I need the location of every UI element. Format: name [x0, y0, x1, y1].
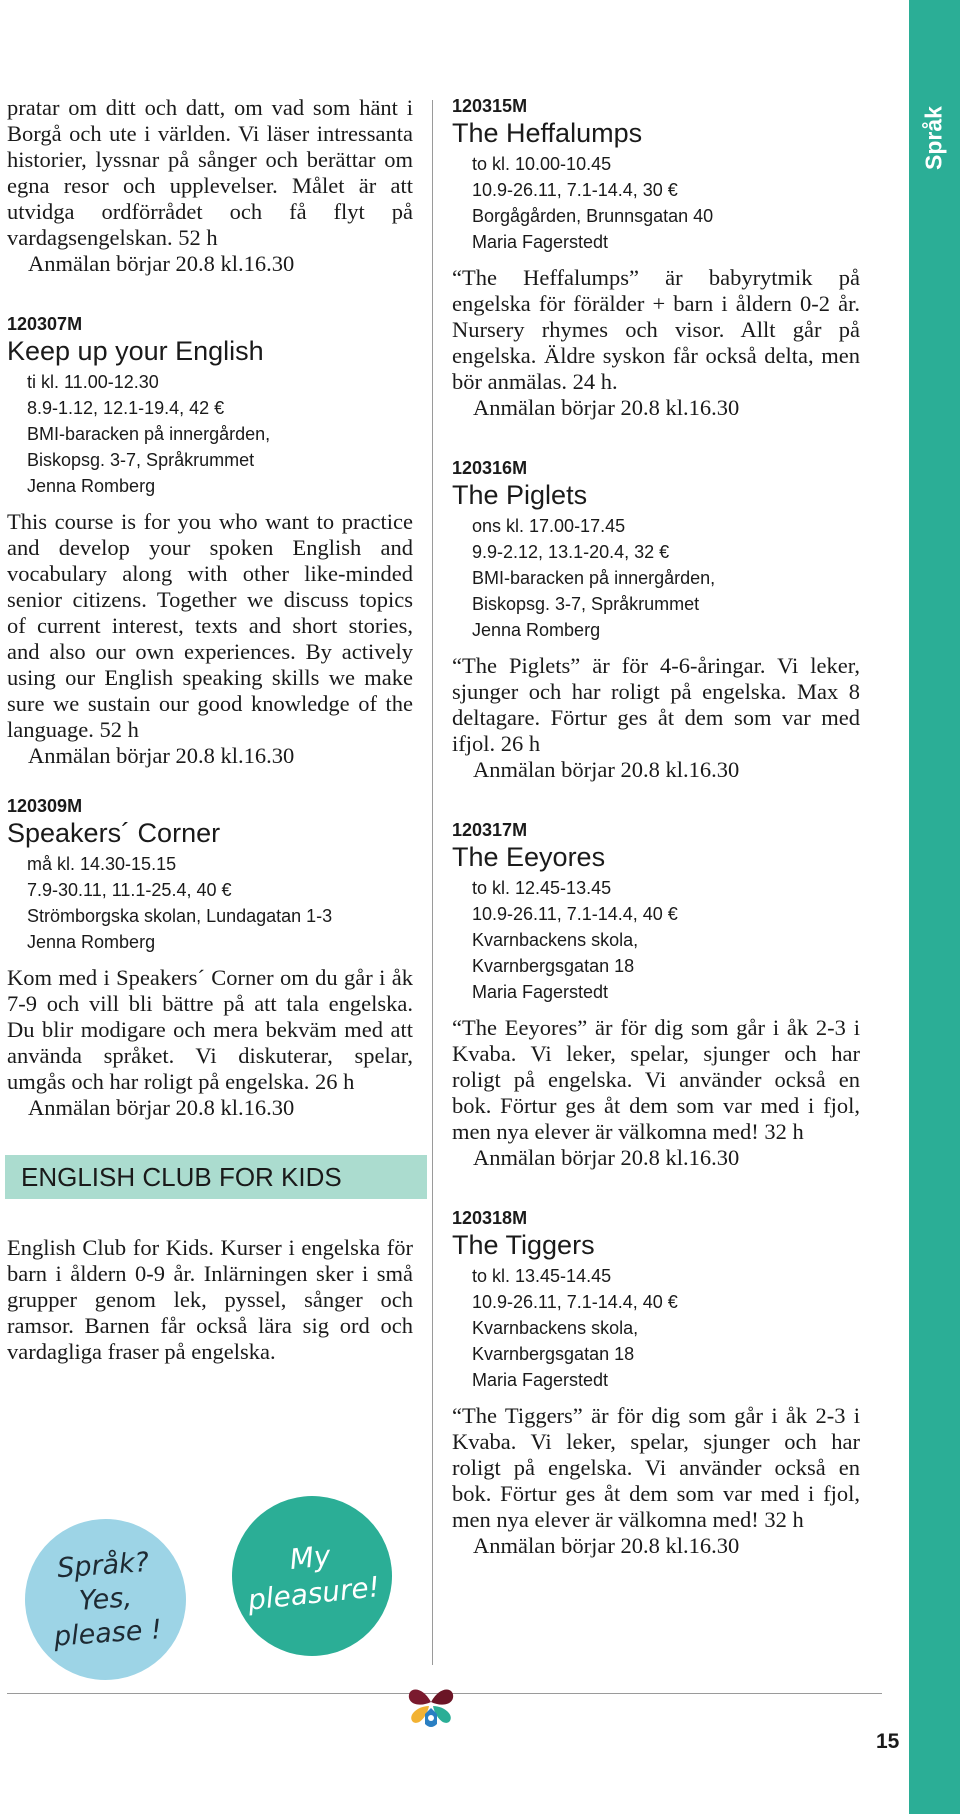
- course-dates-price: 10.9-26.11, 7.1-14.4, 30 €: [472, 180, 678, 200]
- course-room: Biskopsg. 3-7, Språkrummet: [472, 594, 700, 614]
- course-hours: 26 h: [315, 1069, 355, 1094]
- course-description: [452, 1015, 860, 1145]
- course-signup: Anmälan börjar 20.8 kl.16.30: [473, 395, 740, 420]
- course-location: Kvarnbackens skola,: [472, 1318, 639, 1338]
- course-hours: 32 h: [764, 1119, 804, 1144]
- course-title: The Tiggers: [452, 1230, 595, 1260]
- course-teacher: Maria Fagerstedt: [472, 982, 609, 1002]
- page-number: 15: [876, 1730, 900, 1753]
- course-teacher: Maria Fagerstedt: [472, 1370, 609, 1390]
- course-address: Kvarnbergsgatan 18: [472, 1344, 635, 1364]
- side-section-label: Språk: [920, 106, 947, 170]
- course-teacher: Jenna Romberg: [472, 620, 601, 640]
- course-time: må kl. 14.30-15.15: [27, 854, 177, 874]
- intro-text: pratar om ditt och datt, om vad som hänt i Borgå och ute i världen. Vi läser intressanta historier, lyssnar på sånger och berättar om egna resor och upplevelser. Målet är att utvidga ordförrådet och få flyt på vardagsengelskan.: [7, 95, 413, 250]
- course-teacher: Maria Fagerstedt: [472, 232, 609, 252]
- course-teacher: Jenna Romberg: [27, 932, 156, 952]
- course-description: [7, 509, 413, 743]
- course-dates-price: 10.9-26.11, 7.1-14.4, 40 €: [472, 1292, 678, 1312]
- course-dates-price: 8.9-1.12, 12.1-19.4, 42 €: [27, 398, 225, 418]
- section-intro-text: English Club for Kids. Kurser i engelska för barn i åldern 0-9 år. Inlärningen sker i små grupper genom lek, pyssel, sånger och ramsor. Barnen får också lära sig ord och vardagliga fraser på engelska.: [7, 1235, 413, 1364]
- course-hours: 32 h: [764, 1507, 804, 1532]
- course-address: Kvarnbergsgatan 18: [472, 956, 635, 976]
- course-120316m: [452, 457, 860, 783]
- course-details: [7, 851, 413, 955]
- course-time: to kl. 10.00-10.45: [472, 154, 612, 174]
- intro-signup: Anmälan börjar 20.8 kl.16.30: [28, 251, 295, 276]
- course-location: BMI-baracken på innergården,: [27, 424, 271, 444]
- course-location: Kvarnbackens skola,: [472, 930, 639, 950]
- course-location: BMI-baracken på innergården,: [472, 568, 716, 588]
- course-location: Borgågården, Brunnsgatan 40: [472, 206, 714, 226]
- course-time: to kl. 12.45-13.45: [472, 878, 612, 898]
- bubble-line: Yes,: [78, 1581, 133, 1617]
- course-details: [452, 151, 860, 255]
- course-signup: Anmälan börjar 20.8 kl.16.30: [28, 743, 295, 768]
- course-details: [452, 1263, 860, 1393]
- bubble-my-pleasure: [224, 1488, 400, 1664]
- course-code: 120316M: [452, 458, 528, 478]
- course-dates-price: 10.9-26.11, 7.1-14.4, 40 €: [472, 904, 678, 924]
- left-column: [7, 95, 413, 1365]
- course-dates-price: 9.9-2.12, 13.1-20.4, 32 €: [472, 542, 670, 562]
- course-description-text: This course is for you who want to practice and develop your spoken English and vocabulary along with other like-minded senior citizens. Together we discuss topics of current interest, texts and short stories, and also our own experiences. By actively using our English speaking skills we make sure we sustain our good knowledge of the language.: [7, 509, 413, 742]
- course-title: Keep up your English: [7, 336, 264, 366]
- course-description-text: Kom med i Speakers´ Corner om du går i åk 7-9 och vill bli bättre på att tala engelska. Du blir modigare och mera bekväm med att använda språket. Vi diskuterar, spelar, umgås och har roligt på engelska.: [7, 965, 413, 1094]
- intro-hours: 52 h: [178, 225, 218, 250]
- course-time: ons kl. 17.00-17.45: [472, 516, 626, 536]
- course-teacher: Jenna Romberg: [27, 476, 156, 496]
- course-120309m: [7, 795, 413, 1121]
- section-heading: ENGLISH CLUB FOR KIDS: [21, 1161, 342, 1192]
- bubble-sprak-yes-please: [20, 1514, 192, 1686]
- course-hours: 26 h: [500, 731, 541, 756]
- course-120315m: [452, 95, 860, 421]
- side-color-strip: [909, 0, 960, 1814]
- right-column: [452, 95, 860, 1559]
- course-details: [7, 369, 413, 499]
- course-120318m: [452, 1207, 860, 1559]
- course-description-text: “The Piglets” är för 4-6-åringar. Vi leker, sjunger och har roligt på engelska. Max 8 deltagare. Förtur ges åt dem som var med ifjol.: [452, 653, 860, 756]
- bubble-line: pleasure!: [246, 1570, 382, 1617]
- course-hours: 52 h: [99, 717, 139, 742]
- course-description: [452, 1403, 860, 1533]
- course-code: 120315M: [452, 96, 528, 116]
- bubble-line: My: [288, 1539, 333, 1577]
- course-description-text: “The Eeyores” är för dig som går i åk 2-3 i Kvaba. Vi leker, spelar, sjunger och har roligt på engelska. Vi använder också en bok. Förtur ges åt dem som var med i fjol, men nya elever är välkomna med!: [452, 1015, 860, 1144]
- course-signup: Anmälan börjar 20.8 kl.16.30: [473, 1145, 740, 1170]
- column-divider: [432, 100, 433, 1665]
- course-title: The Piglets: [452, 480, 588, 510]
- course-hours: 24 h.: [572, 369, 618, 394]
- course-location: Strömborgska skolan, Lundagatan 1-3: [27, 906, 333, 926]
- course-code: 120309M: [7, 796, 83, 816]
- course-time: to kl. 13.45-14.45: [472, 1266, 612, 1286]
- course-description-text: “The Tiggers” är för dig som går i åk 2-3 i Kvaba. Vi leker, spelar, sjunger och har roligt på engelska. Vi använder också en bok. Förtur ges åt dem som var med i fjol, men nya elever är välkomna med!: [452, 1403, 860, 1532]
- course-120317m: [452, 819, 860, 1171]
- course-description-text: “The Heffalumps” är babyrytmik på engelska för förälder + barn i åldern 0-2 år. Nursery rhymes och visor. Allt går på engelska. Äldre syskon får också delta, men bör anmälas.: [452, 265, 860, 394]
- course-code: 120317M: [452, 820, 528, 840]
- course-title: Speakers´ Corner: [7, 818, 221, 848]
- course-dates-price: 7.9-30.11, 11.1-25.4, 40 €: [27, 880, 232, 900]
- course-120307m: [7, 313, 413, 769]
- course-signup: Anmälan börjar 20.8 kl.16.30: [473, 757, 740, 782]
- course-code: 120307M: [7, 314, 83, 334]
- course-code: 120318M: [452, 1208, 528, 1228]
- intro-paragraph: [7, 95, 413, 251]
- course-details: [452, 513, 860, 643]
- course-room: Biskopsg. 3-7, Språkrummet: [27, 450, 255, 470]
- course-signup: Anmälan börjar 20.8 kl.16.30: [473, 1533, 740, 1558]
- bubble-line: Språk?: [56, 1546, 151, 1584]
- course-description: [452, 265, 860, 395]
- course-signup: Anmälan börjar 20.8 kl.16.30: [28, 1095, 295, 1120]
- section-heading-band: [5, 1155, 427, 1199]
- course-description: [7, 965, 413, 1095]
- organization-logo-icon: [395, 1672, 467, 1744]
- bubble-line: please !: [52, 1613, 163, 1653]
- course-time: ti kl. 11.00-12.30: [27, 372, 159, 392]
- course-description: [452, 653, 860, 757]
- course-title: The Heffalumps: [452, 118, 643, 148]
- course-details: [452, 875, 860, 1005]
- course-title: The Eeyores: [452, 842, 606, 872]
